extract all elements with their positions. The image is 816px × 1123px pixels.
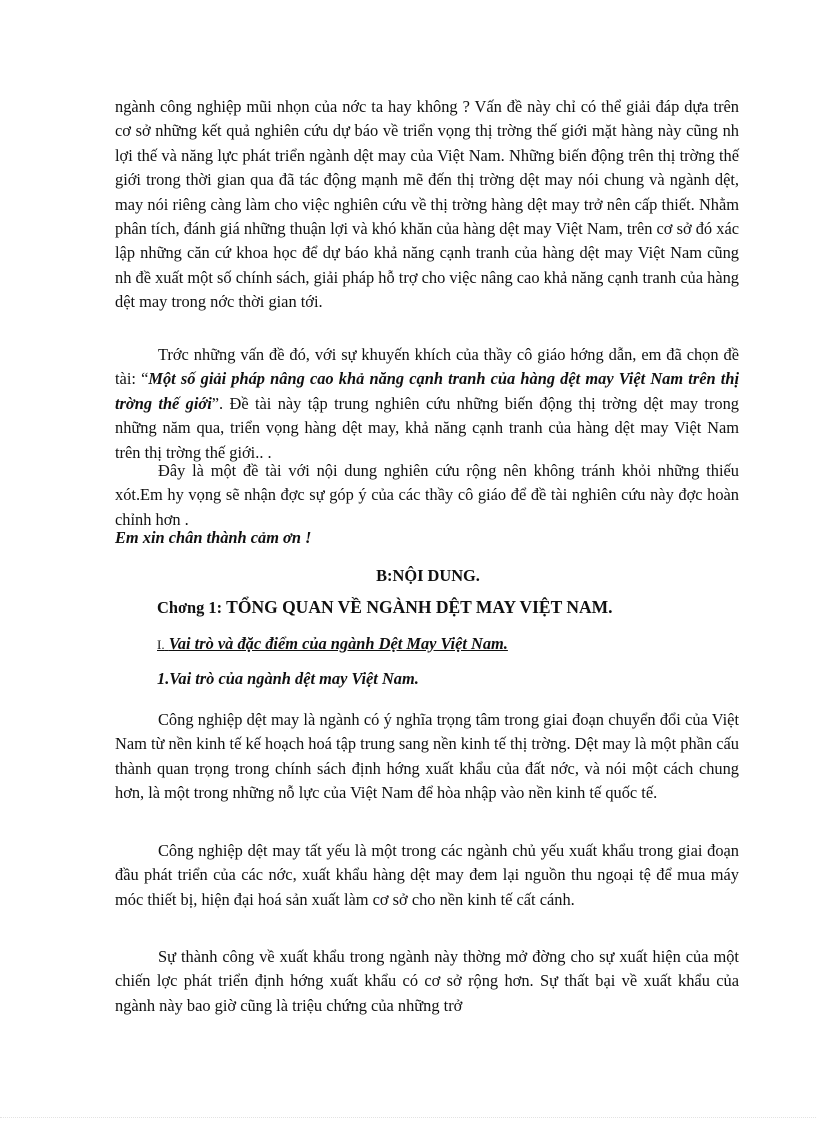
subsection-heading: 1.Vai trò của ngành dệt may Việt Nam. xyxy=(157,669,419,688)
chapter-label: Chơng 1: xyxy=(157,598,223,617)
closing-thanks: Em xin chân thành cảm ơn ! xyxy=(115,528,312,547)
paragraph-intro-continued: ngành công nghiệp mũi nhọn của nớc ta hay không ? Vấn đề này chỉ có thể giải đáp dựa trên cơ sở những kết quả nghiên cứu dự báo về triển vọng thị trờng thế giới mặt hàng này cũng nh lợi thế và năng lực phát triển ngành dệt may của Việt Nam. Những biến động trên thị trờng thế giới trong thời gian qua đã tác động mạnh mẽ đến thị trờng dệt may nói chung và ngành dệt, may nói riêng càng làm cho việc nghiên cứu về thị trờng hàng dệt may trở nên cấp thiết. Nhằm phân tích, đánh giá những thuận lợi và khó khăn của hàng dệt may Việt Nam, trên cơ sở đó xác lập những căn cứ khoa học để dự báo khả năng cạnh tranh của hàng dệt may Việt Nam cũng nh đề xuất một số chính sách, giải pháp hỗ trợ cho việc nâng cao khả năng cạnh tranh của hàng dệt may trong nớc thời gian tới. xyxy=(115,97,739,312)
paragraph-role-1: Công nghiệp dệt may là ngành có ý nghĩa trọng tâm trong giai đoạn chuyển đổi của Việt Nam từ nền kinh tế kế hoạch hoá tập trung sang nền kinh tế thị trờng. Dệt may là một phần cấu thành quan trọng trong chính sách định hớng xuất khẩu của đất nớc, và nói một cách chung hơn, là một trong những nỗ lực của Việt Nam để hòa nhập vào nền kinh tế quốc tế. xyxy=(115,710,739,803)
topic-lead-text: Trớc những vấn đề đó, với sự khuyến khích của thầy cô giáo hớng dẫn, em đã chọn đề tài: “ xyxy=(115,345,739,389)
section-heading: B:NỘI DUNG. xyxy=(376,566,480,585)
part-title: Vai trò và đặc điểm của ngành Dệt May Việt Nam. xyxy=(168,634,508,653)
topic-tail-text: ”. Đề tài này tập trung nghiên cứu những biến động thị trờng dệt may trong những năm qua, triển vọng hàng dệt may, khả năng cạnh tranh của hàng dệt may Việt Nam trên thị trờng thế giới.. . xyxy=(115,393,739,462)
topic-title: Một số giải pháp nâng cao khả năng cạnh tranh của hàng dệt may Việt Nam trên thị trờng thế giới xyxy=(115,369,739,413)
page-bottom-dotted-rule xyxy=(0,1117,816,1118)
paragraph-role-3: Sự thành công về xuất khẩu trong ngành này thờng mở đờng cho sự xuất hiện của một chiến lợc phát triển định hớng xuất khẩu có cơ sở rộng hơn. Sự thất bại về xuất khẩu của ngành này bao giờ cũng là triệu chứng của những trở xyxy=(115,947,739,1015)
paragraph-role-2: Công nghiệp dệt may tất yếu là một trong các ngành chủ yếu xuất khẩu trong giai đoạn đầu phát triển của các nớc, xuất khẩu hàng dệt may đem lại nguồn thu ngoại tệ để mua máy móc thiết bị, hiện đại hoá sản xuất làm cơ sở cho nền kinh tế cất cánh. xyxy=(115,841,739,909)
part-heading xyxy=(157,634,508,654)
chapter-heading xyxy=(157,597,613,618)
part-number: I. xyxy=(157,637,165,652)
paragraph-limitations: Đây là một đề tài với nội dung nghiên cứu rộng nên không tránh khỏi những thiếu xót.Em hy vọng sẽ nhận đợc sự góp ý của các thầy cô giáo để đề tài nghiên cứu này đợc hoàn chỉnh hơn . xyxy=(115,461,739,529)
chapter-title: TỔNG QUAN VỀ NGÀNH DỆT MAY VIỆT NAM. xyxy=(226,597,613,617)
paragraph-topic-choice xyxy=(115,343,739,465)
